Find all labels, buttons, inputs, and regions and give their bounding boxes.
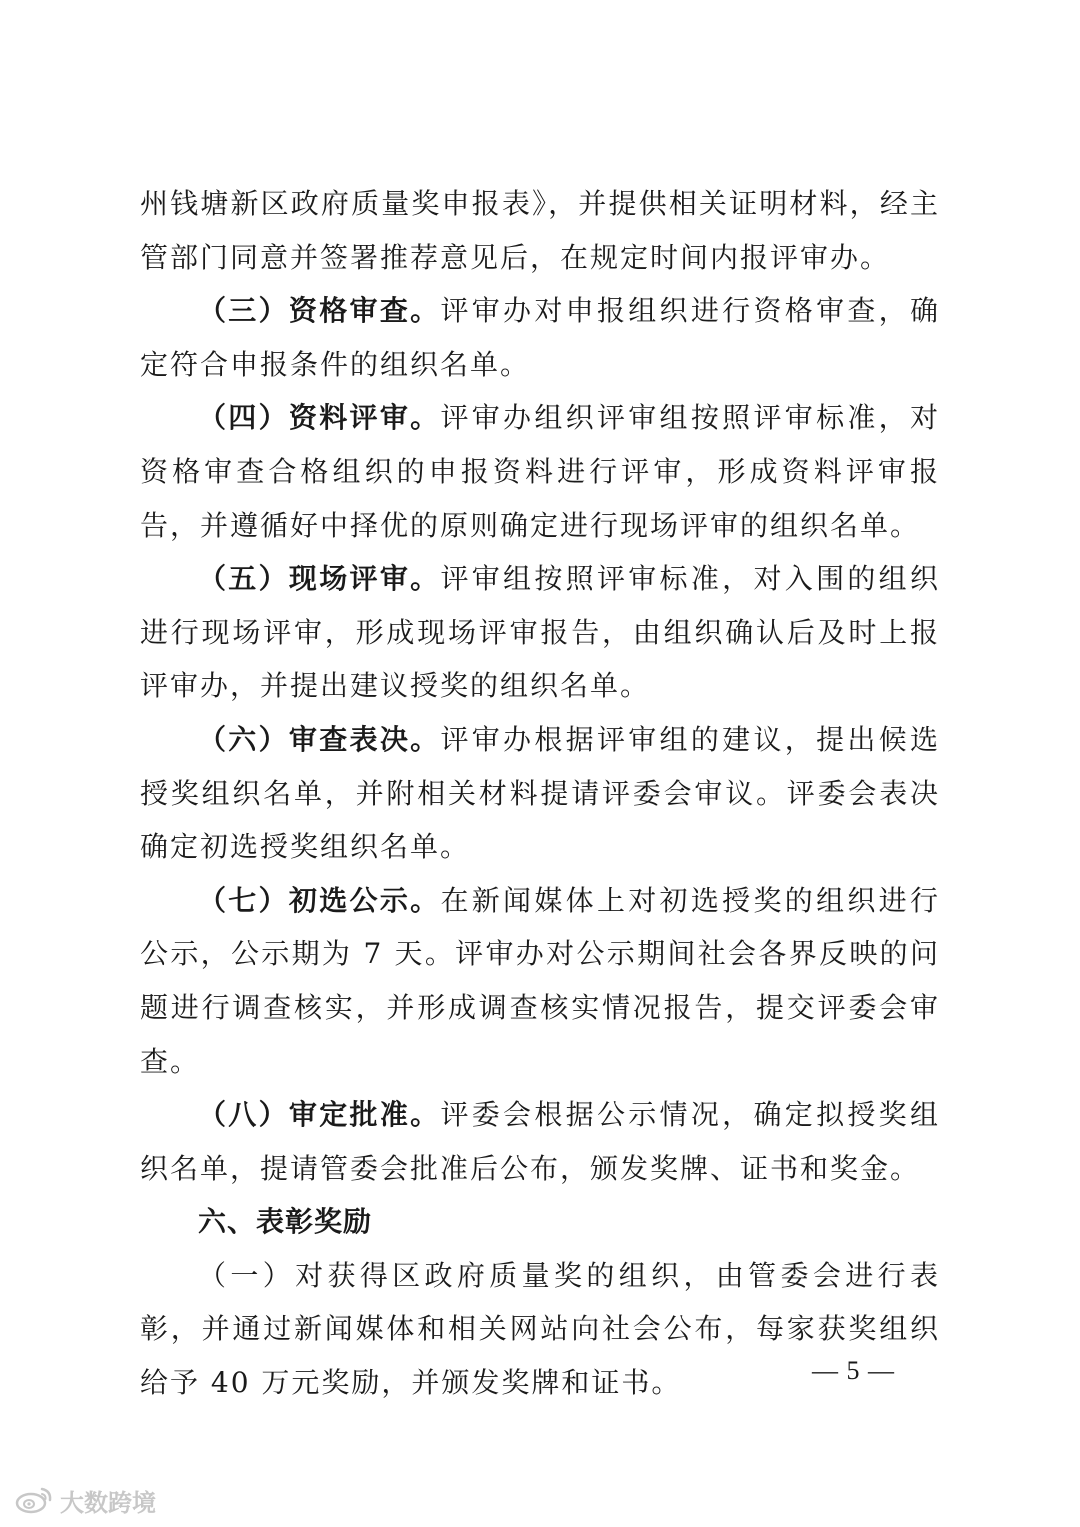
document-body: [140, 177, 940, 1410]
paragraph-site-review: [140, 552, 940, 713]
paragraph-lead: （八）审定批准。: [198, 1098, 441, 1132]
paragraph-text: 在新闻媒体上对初选授奖的组织进行公示，公示期为 7 天。评审办对公示期间社会各界反映的问题进行调查核实，并形成调查核实情况报告，提交评委会审查。: [140, 883, 940, 1078]
paragraph-lead: （五）现场评审。: [198, 562, 441, 596]
watermark-text: 大数跨境: [60, 1488, 156, 1517]
paragraph-continuation: [140, 177, 940, 284]
paragraph-text: 评审办组织评审组按照评审标准，对资格审查合格组织的申报资料进行评审，形成资料评审报告，并遵循好中择优的原则确定进行现场评审的组织名单。: [140, 401, 940, 542]
paragraph-lead: （三）资格审查。: [198, 294, 441, 328]
paragraph-text: 评审办根据评审组的建议，提出候选授奖组织名单，并附相关材料提请评委会审议。评委会表决确定初选授奖组织名单。: [140, 722, 940, 864]
paragraph-text: 评审组按照评审标准，对入围的组织进行现场评审，形成现场评审报告，由组织确认后及时上报评审办，并提出建议授奖的组织名单。: [140, 562, 940, 703]
paragraph-document-review: [140, 391, 940, 552]
section-heading: 六、表彰奖励: [198, 1205, 373, 1239]
paragraph-text: 评委会根据公示情况，确定拟授奖组织名单，提请管委会批准后公布，颁发奖牌、证书和奖金。: [140, 1098, 940, 1185]
paragraph-lead: （七）初选公示。: [198, 883, 441, 917]
paragraph-text: 评审办对申报组织进行资格审查，确定符合申报条件的组织名单。: [140, 294, 940, 381]
paragraph-text: 州钱塘新区政府质量奖申报表》，并提供相关证明材料，经主管部门同意并签署推荐意见后，在规定时间内报评审办。: [140, 187, 940, 274]
paragraph-text: （一）对获得区政府质量奖的组织，由管委会进行表彰，并通过新闻媒体和相关网站向社会公布，每家获奖组织给予 40 万元奖励，并颁发奖牌和证书。: [140, 1258, 940, 1400]
paragraph-final-approval: [140, 1088, 940, 1195]
page-number: — 5 —: [812, 1356, 895, 1385]
watermark: [14, 1482, 156, 1518]
paragraph-lead: （六）审查表决。: [198, 722, 441, 756]
paragraph-preliminary-publicity: [140, 874, 940, 1088]
paragraph-lead: （四）资料评审。: [198, 401, 441, 435]
weibo-style-logo-icon: [14, 1485, 54, 1515]
paragraph-review-vote: [140, 713, 940, 874]
paragraph-qualification-review: [140, 284, 940, 391]
